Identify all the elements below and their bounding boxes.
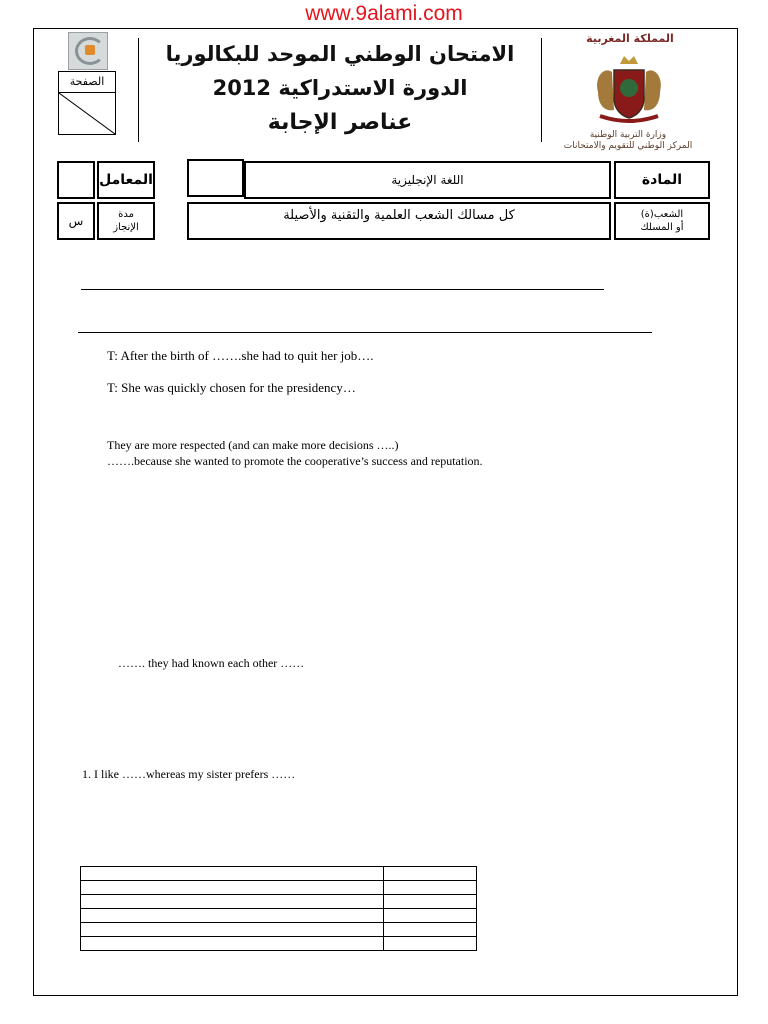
coat-of-arms-emblem xyxy=(590,52,668,128)
kingdom-label: المملكة المغربية xyxy=(586,32,674,45)
subject-label: المادة xyxy=(614,161,710,199)
branch-label-line1: الشعب(ة) xyxy=(640,209,684,220)
table-cell xyxy=(384,937,477,951)
evaluation-center-name: المركز الوطني للتقويم والامتحانات xyxy=(563,141,693,151)
duration-label-line1: مدة xyxy=(118,209,134,220)
exam-title: الامتحان الوطني الموحد للبكالوريا xyxy=(165,42,515,66)
table-row xyxy=(81,909,477,923)
subject-code-cell xyxy=(187,159,244,197)
branch-label-line2: أو المسلك xyxy=(640,222,684,233)
answer-line: T: After the birth of …….she had to quit her job…. xyxy=(107,348,374,363)
table-cell xyxy=(384,895,477,909)
exam-session: الدورة الاستدراكية 2012 xyxy=(212,76,468,100)
table-cell xyxy=(81,881,384,895)
watermark-url: www.9alami.com xyxy=(305,2,463,25)
coefficient-label: المعامل xyxy=(97,161,155,199)
ministry-label xyxy=(548,130,708,152)
duration-label-line2: الإنجاز xyxy=(113,222,139,233)
page-label: الصفحة xyxy=(59,72,115,93)
answer-line: 1. I like ……whereas my sister prefers …… xyxy=(82,767,296,781)
divider-rule xyxy=(78,332,652,333)
branch-label xyxy=(614,202,710,240)
coefficient-value-cell xyxy=(57,161,95,199)
answer-table xyxy=(80,866,477,951)
answer-line: They are more respected (and can make more decisions …..) xyxy=(107,438,399,452)
answer-key-title: عناصر الإجابة xyxy=(267,110,413,135)
table-row xyxy=(81,923,477,937)
table-cell xyxy=(81,867,384,881)
table-cell xyxy=(384,881,477,895)
exam-title-block xyxy=(138,38,542,142)
table-row xyxy=(81,937,477,951)
exam-center-logo xyxy=(68,32,108,70)
table-row xyxy=(81,881,477,895)
subject-value: اللغة الإنجليزية xyxy=(244,161,611,199)
table-cell xyxy=(384,867,477,881)
hours-unit: س xyxy=(57,202,95,240)
branches-value: كل مسالك الشعب العلمية والتقنية والأصيلة xyxy=(187,202,611,240)
divider-rule xyxy=(81,289,604,290)
answer-line: T: She was quickly chosen for the presidency… xyxy=(107,380,356,395)
page-number-box xyxy=(58,71,116,135)
answer-line: …….because she wanted to promote the cooperative’s success and reputation. xyxy=(107,454,483,468)
answer-line: ……. they had known each other …… xyxy=(118,656,305,670)
duration-label xyxy=(97,202,155,240)
table-cell xyxy=(81,909,384,923)
page-number-slash-icon xyxy=(59,93,115,134)
table-row xyxy=(81,867,477,881)
ministry-name: وزارة التربية الوطنية xyxy=(589,130,667,140)
table-row xyxy=(81,895,477,909)
table-cell xyxy=(81,937,384,951)
table-cell xyxy=(384,923,477,937)
table-cell xyxy=(81,895,384,909)
table-cell xyxy=(384,909,477,923)
table-cell xyxy=(81,923,384,937)
